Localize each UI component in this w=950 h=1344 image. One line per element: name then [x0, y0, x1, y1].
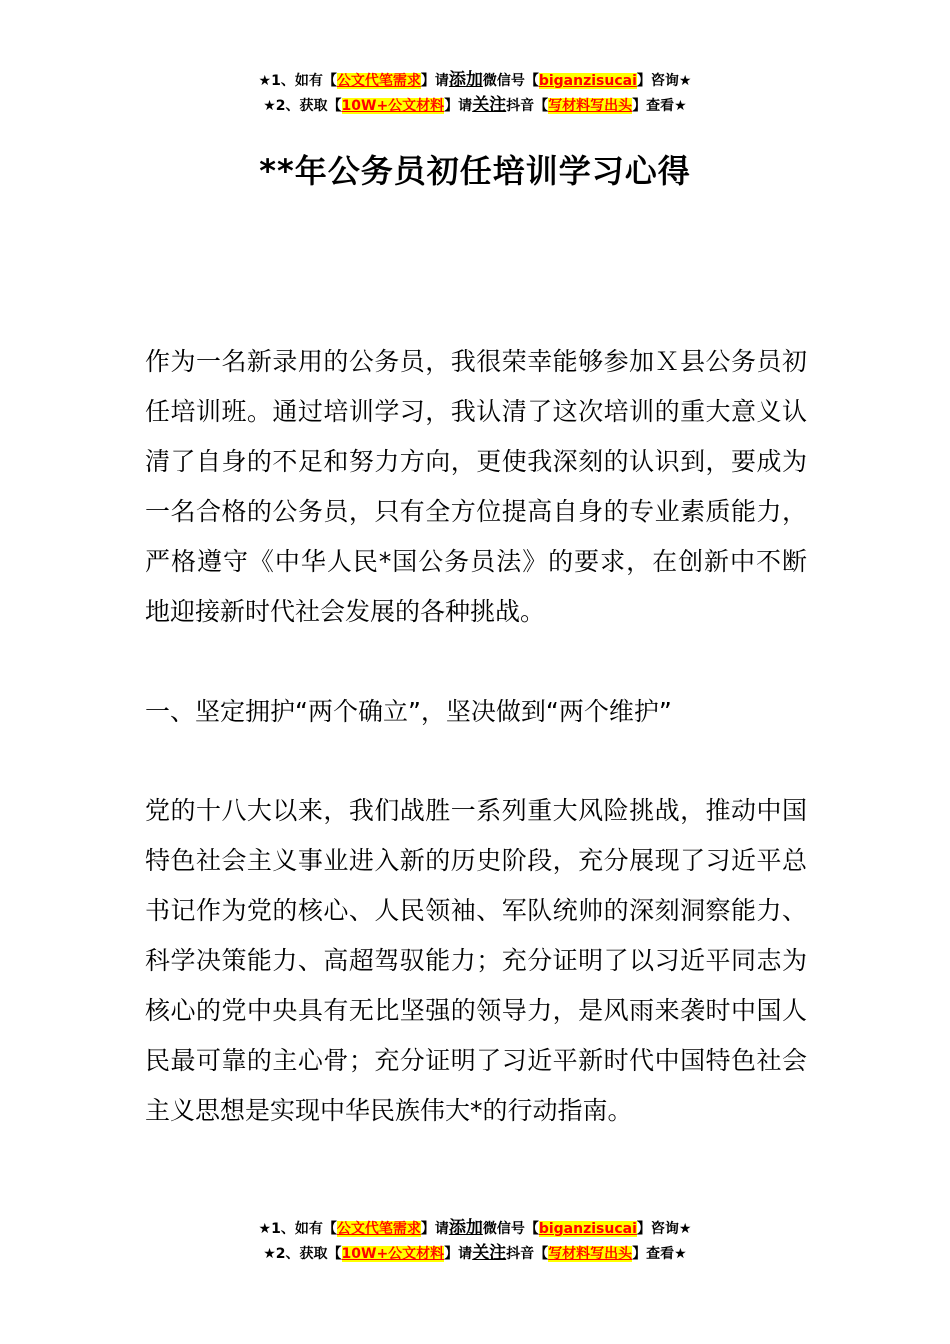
header-promo-banner	[0, 68, 950, 118]
promo-text: 抖音【	[506, 98, 549, 114]
promo-highlight: 公文代笔需求	[336, 73, 421, 89]
promo-text: ★1、如有【	[258, 1221, 337, 1237]
promo-text: ★1、如有【	[258, 73, 337, 89]
document-title: **年公务员初任培训学习心得	[259, 152, 691, 190]
promo-douyin-id: 写材料写出头	[548, 1246, 633, 1262]
promo-text: 】请	[444, 98, 473, 114]
promo-highlight: 公文代笔需求	[336, 1221, 421, 1237]
section-paragraph: 党的十八大以来，我们战胜一系列重大风险挑战，推动中国特色社会主义事业进入新的历史阶段，充分展现了习近平总书记作为党的核心、人民领袖、军队统帅的深刻洞察能力、科学决策能力、高超驾驭能力；充分证明了以习近平同志为核心的党中央具有无比坚强的领导力，是风雨来袭时中国人民最可靠的主心骨；充分证明了习近平新时代中国特色社会主义思想是实现中华民族伟大*的行动指南。	[145, 796, 807, 1125]
promo-text: 】请	[444, 1246, 473, 1262]
section-heading: 一、坚定拥护“两个确立”，坚决做到“两个维护”	[145, 697, 672, 726]
promo-text: 】请	[420, 73, 449, 89]
promo-text: 抖音【	[506, 1246, 549, 1262]
promo-text: ★2、获取【	[263, 1246, 342, 1262]
promo-text: 】请	[420, 1221, 449, 1237]
promo-douyin-id: 写材料写出头	[548, 98, 633, 114]
promo-highlight: 10W+公文材料	[341, 1246, 445, 1262]
promo-emphasis: 添加	[448, 1218, 483, 1238]
promo-text: ★2、获取【	[263, 98, 342, 114]
promo-text: 微信号【	[482, 73, 539, 89]
promo-highlight: 10W+公文材料	[341, 98, 445, 114]
promo-text: 】查看★	[632, 1246, 687, 1262]
promo-emphasis: 添加	[448, 70, 483, 90]
promo-line-1	[0, 68, 950, 93]
promo-text: 微信号【	[482, 1221, 539, 1237]
intro-paragraph: 作为一名新录用的公务员，我很荣幸能够参加Ｘ县公务员初任培训班。通过培训学习，我认清了这次培训的重大意义认清了自身的不足和努力方向，更使我深刻的认识到，要成为一名合格的公务员，只有全方位提高自身的专业素质能力，严格遵守《中华人民*国公务员法》的要求，在创新中不断地迎接新时代社会发展的各种挑战。	[145, 347, 807, 626]
promo-emphasis: 关注	[472, 1243, 507, 1263]
promo-text: 】咨询★	[636, 73, 692, 89]
promo-line-1	[0, 1216, 950, 1241]
promo-line-2	[0, 1241, 950, 1266]
promo-line-2	[0, 93, 950, 118]
footer-promo-banner	[0, 1216, 950, 1266]
promo-wechat-id: biganzisucai	[538, 1221, 637, 1237]
promo-wechat-id: biganzisucai	[538, 73, 637, 89]
promo-text: 】查看★	[632, 98, 687, 114]
promo-emphasis: 关注	[472, 95, 507, 115]
promo-text: 】咨询★	[636, 1221, 692, 1237]
